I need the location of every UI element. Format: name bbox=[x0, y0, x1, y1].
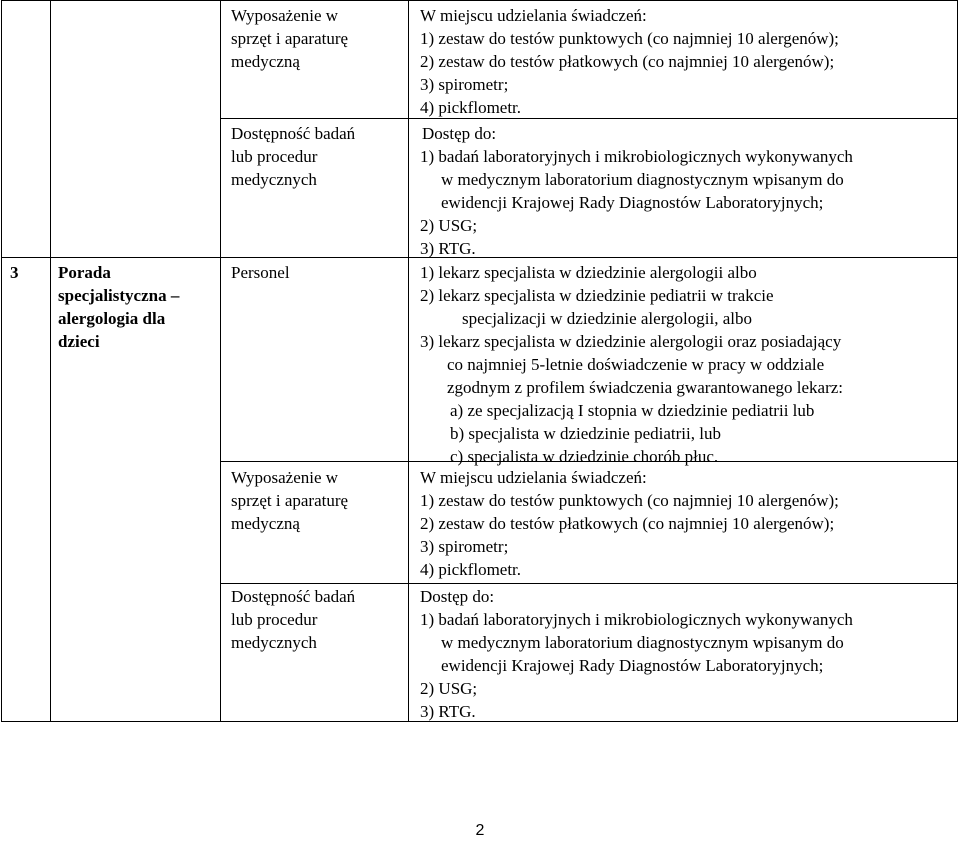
cell-text: specjalistyczna – bbox=[58, 286, 180, 305]
cell-text: Porada bbox=[58, 263, 111, 282]
list-item-continuation: ewidencji Krajowej Rady Diagnostów Laboratoryjnych; bbox=[441, 656, 824, 675]
cell-text: medycznych bbox=[231, 170, 317, 189]
access-label-cell bbox=[231, 122, 355, 191]
cell-text: sprzęt i aparaturę bbox=[231, 29, 349, 48]
list-item-continuation: w medycznym laboratorium diagnostycznym wpisanym do bbox=[441, 170, 844, 189]
cell-text: 3 bbox=[10, 263, 19, 282]
cell-text: alergologia dla bbox=[58, 309, 166, 328]
sub-list-item: b) specjalista w dziedzinie pediatrii, lub bbox=[450, 424, 721, 443]
cell-text: Dostęp do: bbox=[422, 124, 497, 143]
list-item: 1) badań laboratoryjnych i mikrobiologicznych wykonywanych bbox=[420, 147, 853, 166]
table-border-left bbox=[1, 0, 2, 721]
list-item: 1) zestaw do testów punktowych (co najmniej 10 alergenów); bbox=[420, 491, 839, 510]
list-item: 2) USG; bbox=[420, 679, 478, 698]
table-border-right bbox=[957, 0, 958, 721]
equipment-content-cell-2 bbox=[420, 466, 839, 581]
list-item: 1) lekarz specjalista w dziedzinie alergologii albo bbox=[420, 263, 757, 282]
list-item: 2) zestaw do testów płatkowych (co najmniej 10 alergenów); bbox=[420, 52, 835, 71]
list-item: 3) RTG. bbox=[420, 239, 476, 258]
list-item: 3) RTG. bbox=[420, 702, 476, 721]
sub-list-item: c) specjalista w dziedzinie chorób płuc. bbox=[450, 447, 719, 466]
list-item: 2) zestaw do testów płatkowych (co najmniej 10 alergenów); bbox=[420, 514, 835, 533]
list-item-continuation: zgodnym z profilem świadczenia gwarantowanego lekarz: bbox=[447, 378, 844, 397]
cell-text: Personel bbox=[231, 263, 290, 282]
cell-text: lub procedur bbox=[231, 147, 318, 166]
sub-list-item: a) ze specjalizacją I stopnia w dziedzinie pediatrii lub bbox=[450, 401, 815, 420]
personnel-content-cell bbox=[420, 261, 843, 468]
cell-text: Wyposażenie w bbox=[231, 6, 339, 25]
row-divider-equipment-access-2 bbox=[220, 583, 958, 584]
list-item-continuation: ewidencji Krajowej Rady Diagnostów Laboratoryjnych; bbox=[441, 193, 824, 212]
cell-text: W miejscu udzielania świadczeń: bbox=[420, 6, 647, 25]
table-border-top bbox=[1, 0, 958, 1]
equipment-label-cell-2 bbox=[231, 466, 348, 535]
table-divider-number bbox=[50, 0, 51, 721]
cell-text: dzieci bbox=[58, 332, 100, 351]
equipment-label-cell bbox=[231, 4, 348, 73]
list-item: 4) pickflometr. bbox=[420, 98, 522, 117]
cell-text: Dostępność badań bbox=[231, 124, 356, 143]
cell-text: Dostępność badań bbox=[231, 587, 356, 606]
page-number: 2 bbox=[475, 822, 485, 839]
cell-text: medyczną bbox=[231, 514, 300, 533]
list-item-continuation: specjalizacji w dziedzinie alergologii, albo bbox=[462, 309, 752, 328]
row-number bbox=[10, 261, 19, 284]
list-item: 4) pickflometr. bbox=[420, 560, 522, 579]
list-item-continuation: co najmniej 5-letnie doświadczenie w pracy w oddziale bbox=[447, 355, 825, 374]
personnel-label-cell bbox=[231, 261, 290, 284]
list-item: 3) spirometr; bbox=[420, 537, 509, 556]
list-item: 1) badań laboratoryjnych i mikrobiologicznych wykonywanych bbox=[420, 610, 853, 629]
cell-text: W miejscu udzielania świadczeń: bbox=[420, 468, 647, 487]
access-content-cell-2 bbox=[420, 585, 853, 723]
list-item-continuation: w medycznym laboratorium diagnostycznym wpisanym do bbox=[441, 633, 844, 652]
access-label-cell-2 bbox=[231, 585, 355, 654]
list-item: 2) USG; bbox=[420, 216, 478, 235]
cell-text: Wyposażenie w bbox=[231, 468, 339, 487]
table-divider-name bbox=[220, 0, 221, 721]
cell-text: sprzęt i aparaturę bbox=[231, 491, 349, 510]
list-item: 3) spirometr; bbox=[420, 75, 509, 94]
cell-text: medyczną bbox=[231, 52, 300, 71]
cell-text: lub procedur bbox=[231, 610, 318, 629]
list-item: 1) zestaw do testów punktowych (co najmniej 10 alergenów); bbox=[420, 29, 839, 48]
access-content-cell bbox=[420, 122, 853, 260]
equipment-content-cell bbox=[420, 4, 839, 119]
cell-text: medycznych bbox=[231, 633, 317, 652]
service-name bbox=[58, 261, 179, 353]
cell-text: Dostęp do: bbox=[420, 587, 495, 606]
list-item: 3) lekarz specjalista w dziedzinie alergologii oraz posiadający bbox=[420, 332, 842, 351]
list-item: 2) lekarz specjalista w dziedzinie pediatrii w trakcie bbox=[420, 286, 774, 305]
table-divider-label bbox=[408, 0, 409, 721]
